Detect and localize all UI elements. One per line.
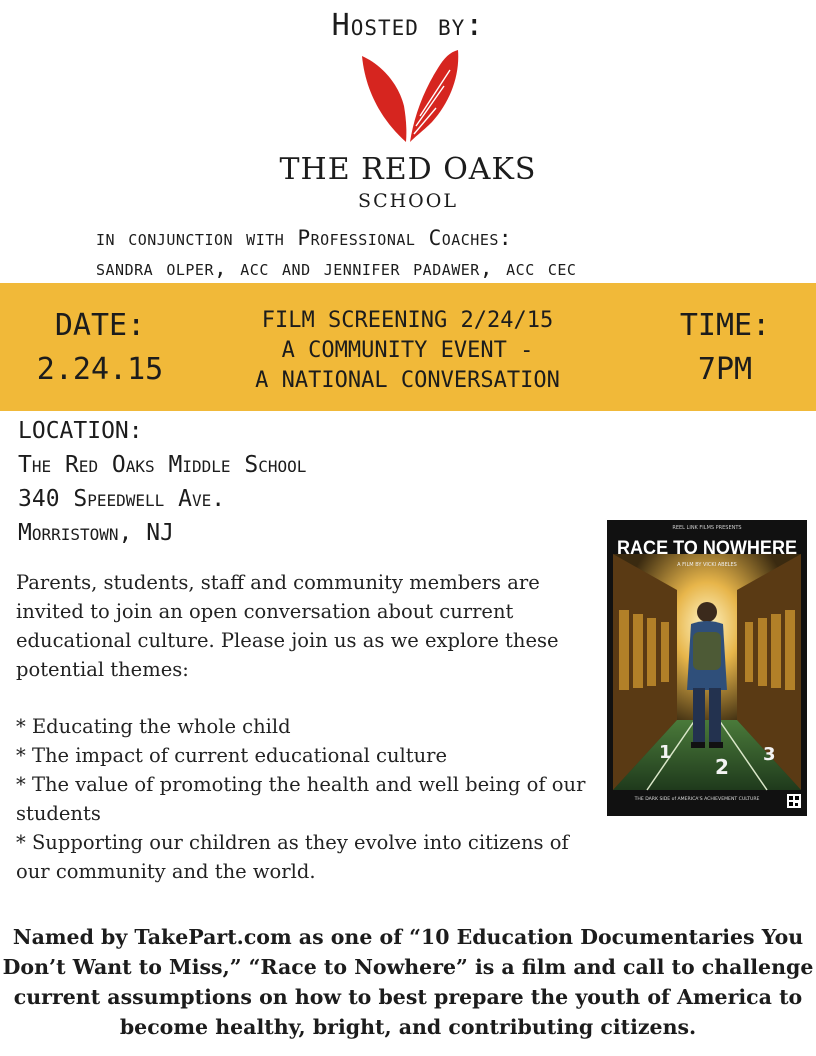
location-city: Morristown, NJ	[18, 520, 174, 546]
list-item: * Educating the whole child	[16, 715, 291, 738]
lane-number: 3	[763, 744, 776, 765]
poster-subtitle: A FILM BY VICKI ABELES	[677, 562, 737, 568]
poster-tagline: THE DARK SIDE of AMERICA'S ACHIEVEMENT CULTURE	[634, 797, 760, 802]
time-value: 7PM	[697, 352, 753, 387]
location-venue: The Red Oaks Middle School	[18, 452, 307, 478]
red-leaf-icon	[358, 46, 462, 146]
time-block	[640, 306, 810, 390]
conjunction-line: in conjunction with Professional Coaches:	[96, 226, 513, 250]
school-name: THE RED OAKS	[279, 152, 537, 187]
date-block	[20, 306, 180, 390]
time-label: TIME:	[679, 308, 771, 343]
list-item: * The value of promoting the health and well being of our students	[16, 773, 586, 825]
date-label: DATE:	[54, 308, 146, 343]
screening-line-2: A COMMUNITY EVENT -	[281, 338, 534, 363]
school-subtitle: SCHOOL	[358, 190, 458, 212]
lane-number: 2	[715, 755, 729, 779]
footer-statement: Named by TakePart.com as one of “10 Education Documentaries You Don’t Want to Miss,” “Race to Nowhere” is a film and call to challenge current assumptions on how to best prepare the youth of America to become healthy, bright, and contributing citizens.	[2, 925, 814, 1039]
film-poster	[607, 520, 807, 816]
coaches-line: sandra olper, acc and jennifer padawer, acc cec	[96, 256, 577, 280]
lane-number: 1	[659, 742, 672, 763]
list-item: * The impact of current educational culture	[16, 744, 447, 767]
screening-line-3: A NATIONAL CONVERSATION	[255, 368, 560, 393]
hosted-by-heading: Hosted by:	[331, 8, 485, 43]
screening-block	[210, 306, 605, 396]
themes-list	[16, 712, 601, 886]
location-label: LOCATION:	[18, 418, 143, 444]
location-street: 340 Speedwell Ave.	[18, 486, 226, 512]
screening-line-1: FILM SCREENING 2/24/15	[261, 308, 554, 333]
poster-top-text: REEL LINK FILMS PRESENTS	[672, 525, 742, 532]
intro-paragraph: Parents, students, staff and community members are invited to join an open conversation about current educational culture. Please join us as we explore these potential themes:	[16, 571, 559, 681]
poster-title: RACE TO NOWHERE	[617, 538, 797, 559]
date-value: 2.24.15	[36, 352, 164, 387]
list-item: * Supporting our children as they evolve into citizens of our community and the world.	[16, 831, 569, 883]
